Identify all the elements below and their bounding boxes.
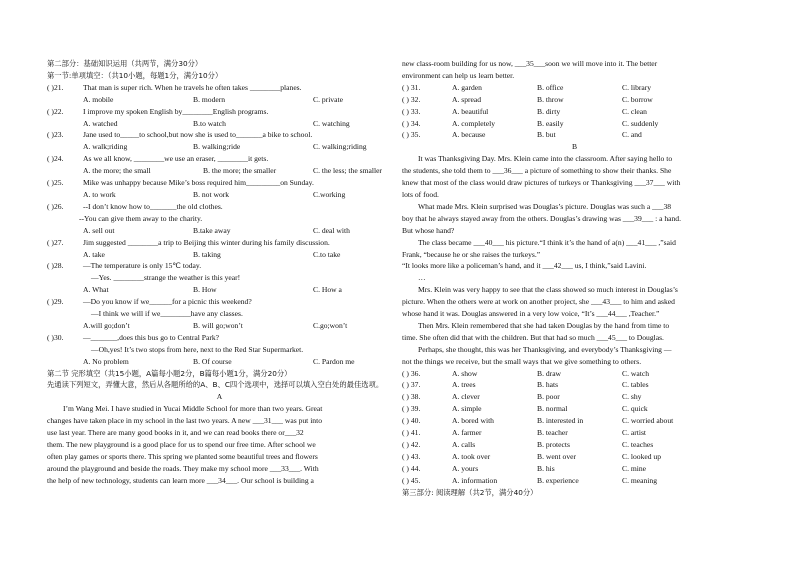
- passage-a-line: new class-room building for us now, ___35___soon we will move into it. The better: [402, 59, 658, 68]
- question-24: ( )24. As we all know, ________we use an eraser, ________it gets.: [47, 154, 269, 164]
- right-column: [402, 58, 747, 499]
- passage-a-line: environment can help us learn better.: [402, 70, 515, 80]
- question-30-line2: —Oh,yes! It’s two stops from here, next to the Red Star Supermarket.: [91, 344, 304, 354]
- question-30: ( )30. —_______,does this bus go to Central Park?: [47, 332, 220, 342]
- options-26: A. sell out B.take away C. deal with: [83, 225, 350, 235]
- passage-b-line: whose hand it was. Douglas answered in a very low voice, “It’s ___44___ ,Teacher.”: [402, 309, 660, 319]
- passage-a-line: changes have taken place in my school in the last two years. A new ___31___ was put into: [47, 416, 323, 426]
- part3-title: 第三部分: 阅读理解（共2节，满分40分）: [402, 487, 538, 497]
- question-29: ( )29. —Do you know if we______for a picnic this weekend?: [47, 297, 252, 307]
- passage-b-line: lots of food.: [402, 189, 439, 199]
- passage-b-line: the students, she told them to ___36___ a picture of something to show their thanks. She: [402, 166, 672, 176]
- option-row-41: ( ) 41. A. farmer B. teacher C. artist: [402, 428, 647, 438]
- section2-instructions: 先通读下列短文，弄懂大意，然后从各题所给的A、B、C四个选项中，选择可以填入空白处的最佳选项。: [47, 380, 384, 390]
- passage-b-line: Mrs. Klein was very happy to see that the class showed so much interest in Douglas’s: [418, 285, 678, 295]
- question-29-line2: —I think we will if we________have any classes.: [91, 309, 243, 319]
- question-27: ( )27. Jim suggested ________a trip to Beijing this winter during his family discussion.: [47, 237, 330, 247]
- option-row-44: ( ) 44. A. yours B. his C. mine: [402, 463, 647, 473]
- question-26-line2: --You can give them away to the charity.: [79, 213, 203, 223]
- option-row-39: ( ) 39. A. simple B. normal C. quick: [402, 404, 648, 414]
- passage-a-label: A: [216, 392, 223, 402]
- option-row-43: ( ) 43. A. took over B. went over C. looked up: [402, 451, 662, 461]
- passage-b-line: “It looks more like a policeman’s hand, and it ___42___ us, I think,”said Lavini.: [402, 261, 647, 271]
- options-29: A.will go;don’t B. will go;won’t C.go;won’t: [83, 320, 348, 330]
- option-row-38: ( ) 38. A. clever B. poor C. shy: [402, 392, 642, 402]
- options-23: A. walk;riding B. walking;ride C. walking;riding: [83, 142, 367, 152]
- passage-b-line: picture. When the others were at work on another project, she ___43___ to him and asked: [402, 297, 675, 307]
- option-row-34: ( ) 34. A. completely B. easily C. suddenly: [402, 118, 659, 128]
- options-22: A. watched B.to watch C. watching: [83, 118, 350, 128]
- options-28: A. What B. How C. How a: [83, 285, 342, 295]
- passage-b-line: Perhaps, she thought, this was her Thanksgiving, and everybody’s Thanksgiving —: [418, 344, 672, 354]
- passage-b-label: B: [571, 142, 578, 152]
- question-28: ( )28. —The temperature is only 15℃ today.: [47, 261, 202, 271]
- option-row-45: ( ) 45. A. information B. experience C. meaning: [402, 475, 658, 485]
- options-21: A. mobile B. modern C. private: [83, 94, 343, 104]
- passage-b-line: But whose hand?: [402, 225, 455, 235]
- options-25: A. to work B. not work C.working: [83, 189, 346, 199]
- question-28-line2: —Yes. ________strange the weather is this year!: [91, 273, 241, 283]
- question-26: ( )26. --I don’t know how to_______the old clothes.: [47, 201, 223, 211]
- options-27: A. take B. taking C.to take: [83, 249, 341, 259]
- option-row-33: ( ) 33. A. beautiful B. dirty C. clean: [402, 106, 647, 116]
- passage-b-line: knew that most of the class would draw pictures of turkeys or Thanksgiving ___37___ with: [402, 178, 681, 188]
- passage-b-line: …: [418, 273, 426, 283]
- option-row-40: ( ) 40. A. bored with B. interested in C. worried about: [402, 416, 674, 426]
- passage-a-line: use last year. There are many good books in it, and we can read books there or___32: [47, 428, 304, 438]
- options-24: A. the more; the small B. the more; the smaller C. the less; the smaller: [83, 166, 382, 176]
- passage-b-line: time. She often did that with the children. But that had so much ___45___ to Douglas.: [402, 332, 664, 342]
- question-22: ( )22. I improve my spoken English by________English programs.: [47, 106, 269, 116]
- passage-b-line: boy that he always stayed away from the others. Douglas’s drawing was ___39___ : a hand.: [402, 213, 682, 223]
- passage-b-line: not the things we receive, but the small ways that we give something to others.: [402, 356, 642, 366]
- passage-b-line: What made Mrs. Klein surprised was Douglas’s picture. Douglas was such a ___38: [418, 201, 672, 211]
- part2-title: 第二部分：基础知识运用（共两节，满分30分）: [47, 59, 203, 68]
- question-25: ( )25. Mike was unhappy because Mike’s boss required him_________on Sunday.: [47, 178, 314, 188]
- options-30: A. No problem B. Of course C. Pardon me: [83, 356, 355, 366]
- section2-title: 第二节 完形填空（共15小题，A篇每小题2分，B篇每小题1分，满分20分）: [47, 368, 292, 378]
- option-row-32: ( ) 32. A. spread B. throw C. borrow: [402, 94, 653, 104]
- passage-a-line: them. The new playground is a good place for us to spend our free time. After school we: [47, 440, 316, 449]
- passage-a-line: around the playground and beside the roads. They make my school more ___33___. With: [47, 463, 319, 473]
- option-row-31: ( ) 31. A. garden B. office C. library: [402, 82, 652, 92]
- passage-a-line: the help of new technology, students can learn more ___34___. Our school is building a: [47, 475, 314, 485]
- section1-title: 第一节:单项填空：（共10小题，每题1分，满分10分）: [47, 70, 223, 80]
- left-column: [47, 58, 392, 487]
- question-23: ( )23. Jane used to_____to school,but now she is used to_______a bike to school.: [47, 130, 313, 140]
- passage-b-line: The class became ___40___ his picture.“I think it’s the hand of a(n) ___41___ ,”said: [418, 237, 676, 247]
- option-row-36: ( ) 36. A. show B. draw C. watch: [402, 368, 649, 378]
- passage-a-line: I’m Wang Mei. I have studied in Yucai Middle School for more than two years. Great: [63, 404, 323, 414]
- question-21: ( )21. That man is super rich. When he travels he often takes ________planes.: [47, 82, 302, 92]
- passage-b-line: Then Mrs. Klein remembered that she had taken Douglas by the hand from time to: [418, 320, 670, 330]
- option-row-35: ( ) 35. A. because B. but C. and: [402, 130, 642, 140]
- passage-b-line: It was Thanksgiving Day. Mrs. Klein came into the classroom. After saying hello to: [418, 154, 673, 164]
- option-row-37: ( ) 37. A. trees B. hats C. tables: [402, 380, 649, 390]
- option-row-42: ( ) 42. A. calls B. protects C. teaches: [402, 440, 654, 449]
- passage-b-line: Frank, “because he or she raises the turkeys.”: [402, 249, 541, 259]
- passage-a-line: often play games or sports there. This spring we planted some beautiful trees and flowers: [47, 451, 318, 461]
